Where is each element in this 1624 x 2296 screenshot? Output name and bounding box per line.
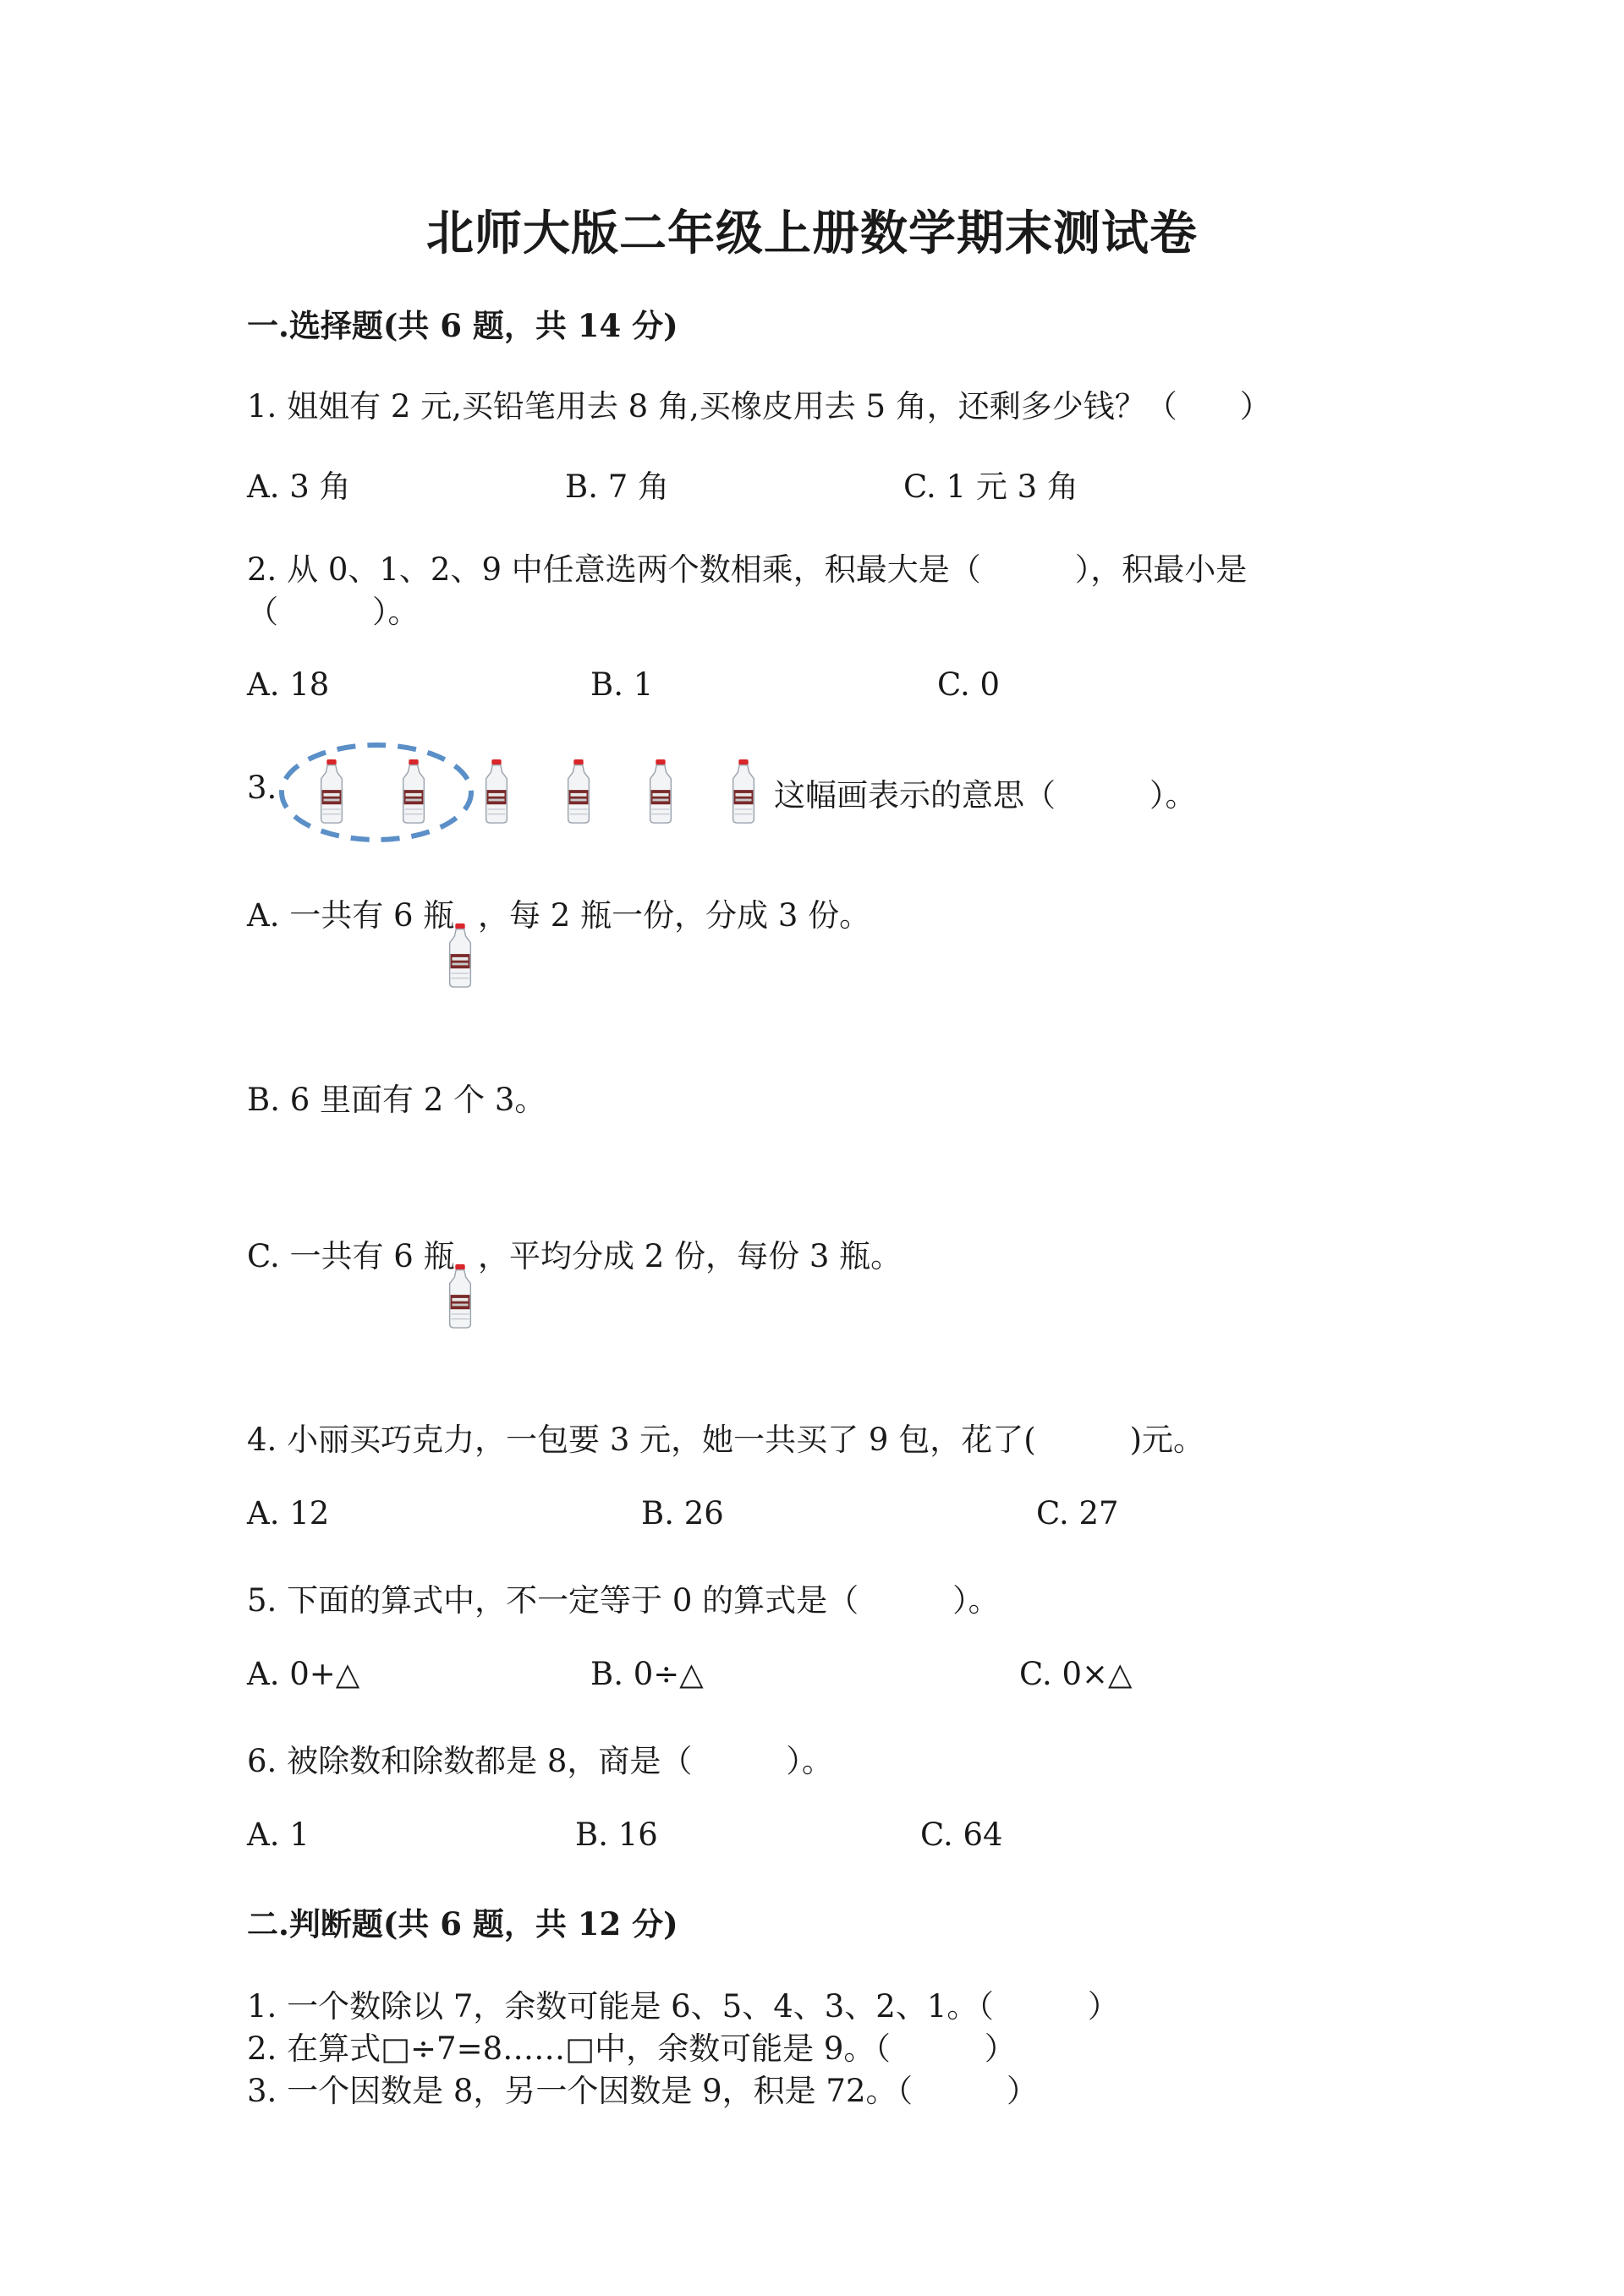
q1-option-a[interactable]: A. 3 角 [247,469,351,505]
question-6: 6. 被除数和除数都是 8，商是（ ）。 [247,1743,833,1779]
q5-option-b[interactable]: B. 0÷△ [590,1656,704,1692]
bottle-icon [315,759,348,824]
bottle-icon [645,759,677,824]
q4-option-a[interactable]: A. 12 [247,1495,330,1532]
question-2-line-2: （ ）。 [247,594,420,630]
q3-option-a-prefix[interactable]: A. 一共有 6 瓶 [247,897,455,934]
page-title: 北师大版二年级上册数学期末测试卷 [426,205,1198,261]
q3-option-c-suffix[interactable]: ，平均分成 2 份，每份 3 瓶。 [478,1238,903,1274]
question-2-line-1: 2. 从 0、1、2、9 中任意选两个数相乘，积最大是（ ），积最小是 [247,551,1248,588]
section-heading-choice: 一.选择题(共 6 题，共 14 分) [247,307,678,344]
judgement-item-1: 1. 一个数除以 7，余数可能是 6、5、4、3、2、1。（ ） [247,1988,1119,2025]
q3-option-a-suffix[interactable]: ，每 2 瓶一份，分成 3 份。 [478,897,871,934]
dashed-grouping-ring-icon [275,740,478,846]
q6-option-c[interactable]: C. 64 [920,1817,1003,1853]
bottle-icon [444,923,476,988]
q6-option-b[interactable]: B. 16 [575,1817,658,1853]
judgement-item-2: 2. 在算式□÷7=8……□中，余数可能是 9。（ ） [247,2030,1016,2067]
bottle-icon [480,759,513,824]
q4-option-c[interactable]: C. 27 [1036,1495,1119,1532]
bottle-icon [562,759,595,824]
q6-option-a[interactable]: A. 1 [247,1817,310,1853]
question-4: 4. 小丽买巧克力，一包要 3 元，她一共买了 9 包，花了( )元。 [247,1422,1205,1458]
bottle-icon [444,1264,476,1329]
question-1: 1. 姐姐有 2 元,买铅笔用去 8 角,买橡皮用去 5 角，还剩多少钱？（ ） [247,388,1271,425]
q2-option-c[interactable]: C. 0 [937,666,1001,703]
q3-option-b[interactable]: B. 6 里面有 2 个 3。 [247,1082,546,1118]
q2-option-a[interactable]: A. 18 [247,666,330,703]
q5-option-c[interactable]: C. 0×△ [1019,1656,1133,1692]
q5-option-a[interactable]: A. 0+△ [247,1656,360,1692]
q1-option-c[interactable]: C. 1 元 3 角 [903,469,1078,505]
section-heading-judgement: 二.判断题(共 6 题，共 12 分) [247,1905,678,1943]
question-5: 5. 下面的算式中，不一定等于 0 的算式是（ ）。 [247,1582,1000,1619]
q4-option-b[interactable]: B. 26 [641,1495,724,1532]
q2-option-b[interactable]: B. 1 [590,666,654,703]
question-3-number: 3. [247,770,277,806]
q3-option-c-prefix[interactable]: C. 一共有 6 瓶 [247,1238,455,1274]
question-3-text: 这幅画表示的意思（ ）。 [774,777,1197,814]
bottle-icon [398,759,430,824]
q1-option-b[interactable]: B. 7 角 [565,469,670,505]
bottle-icon [727,759,760,824]
judgement-item-3: 3. 一个因数是 8，另一个因数是 9，积是 72。（ ） [247,2073,1039,2109]
